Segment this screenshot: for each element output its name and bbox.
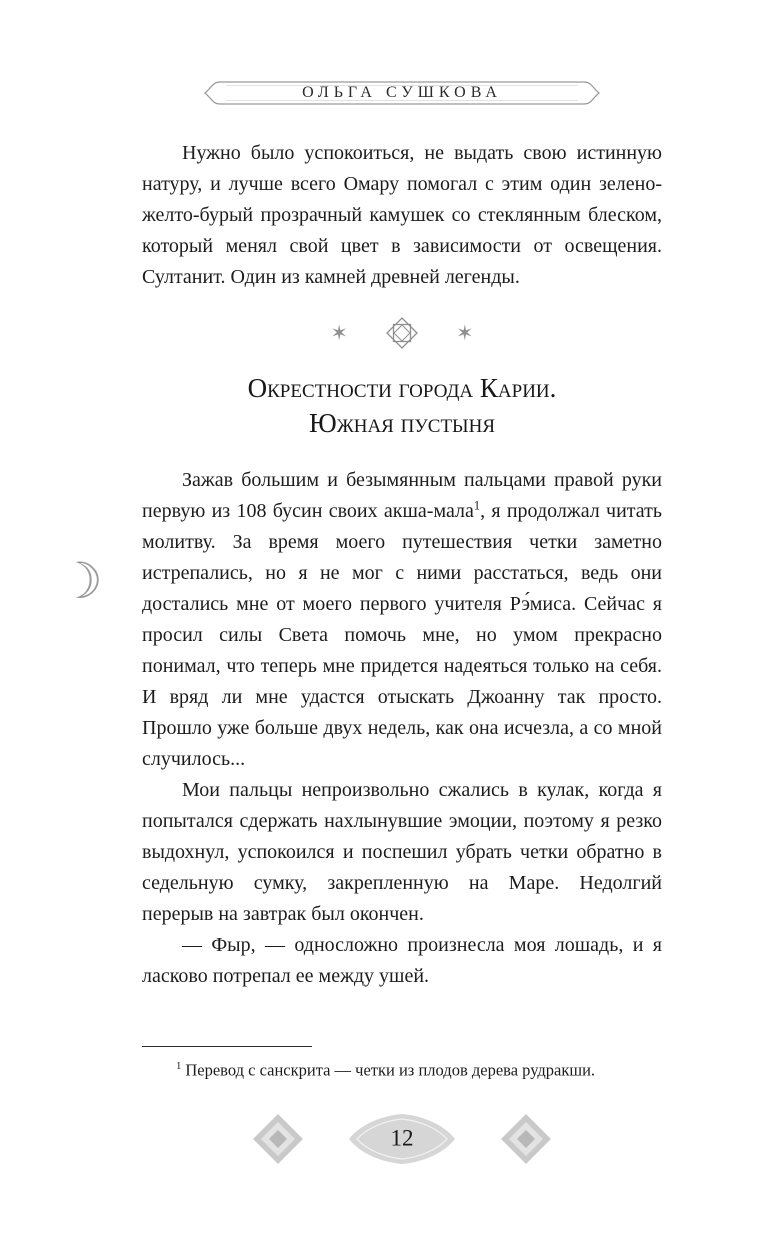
author-name: ОЛЬГА СУШКОВА — [302, 84, 502, 101]
diamond-ornament-icon — [251, 1112, 305, 1166]
section-separator — [142, 315, 662, 351]
star-icon: ✶ — [330, 321, 348, 345]
moon-crescent-icon: ☽ — [58, 552, 103, 610]
chapter-title — [142, 371, 662, 441]
page-number-medallion — [347, 1112, 457, 1166]
paragraph-text: Зажав большим и безымянным пальцами правой руки первую из 108 бусин своих акша-мала — [142, 469, 662, 522]
footnote-text — [142, 1054, 662, 1083]
paragraph: Мои пальцы непроизвольно сжались в кулак, когда я попытался сдержать нахлынувшие эмоции, поэтому я резко выдохнул, успокоился и поспешил убрать четки обратно в седельную сумку, закрепленную на Маре. Недолгий перерыв на завтрак был окончен. — [142, 779, 662, 925]
star-icon: ✶ — [456, 321, 474, 345]
knot-ornament-icon — [384, 315, 420, 351]
footnote-reference: 1 — [473, 498, 481, 513]
text-column — [142, 74, 662, 992]
footnote-block — [142, 1046, 662, 1083]
diamond-ornament-icon — [499, 1112, 553, 1166]
chapter-title-line2: Южная пустыня — [308, 408, 496, 438]
page-number: 12 — [390, 1125, 414, 1151]
paragraph: — Фыр, — односложно произнесла моя лошадь, и я ласково потрепал ее между ушей. — [142, 934, 662, 987]
footnote-marker: 1 — [176, 1060, 182, 1072]
paragraph — [142, 465, 662, 775]
footnote-body: Перевод с санскрита — четки из плодов дерева рудракши. — [185, 1060, 596, 1080]
chapter-title-line1: Окрестности города Карии. — [247, 373, 557, 403]
paragraph-text: , я продолжал читать молитву. За время моего путешествия четки заметно истрепались, но я не мог с ними расстаться, ведь они достались мне от моего первого учителя Рэ́миса. Сейчас я просил силы Света помочь мне, но умом прекрасно понимал, что теперь мне придется надеяться только на себя. И вряд ли мне удастся отыскать Джоанну так просто. Прошло уже больше двух недель, как она исчезла, а со мной случилось... — [142, 500, 662, 770]
page-footer — [142, 1112, 662, 1166]
footnote-divider — [142, 1046, 312, 1047]
running-header — [202, 74, 602, 112]
paragraph: Нужно было успокоиться, не выдать свою истинную натуру, и лучше всего Омару помогал с этим один зелено-желто-бурый прозрачный камушек со стеклянным блеском, который менял свой цвет в зависимости от освещения. Султанит. Один из камней древней легенды. — [142, 142, 662, 288]
